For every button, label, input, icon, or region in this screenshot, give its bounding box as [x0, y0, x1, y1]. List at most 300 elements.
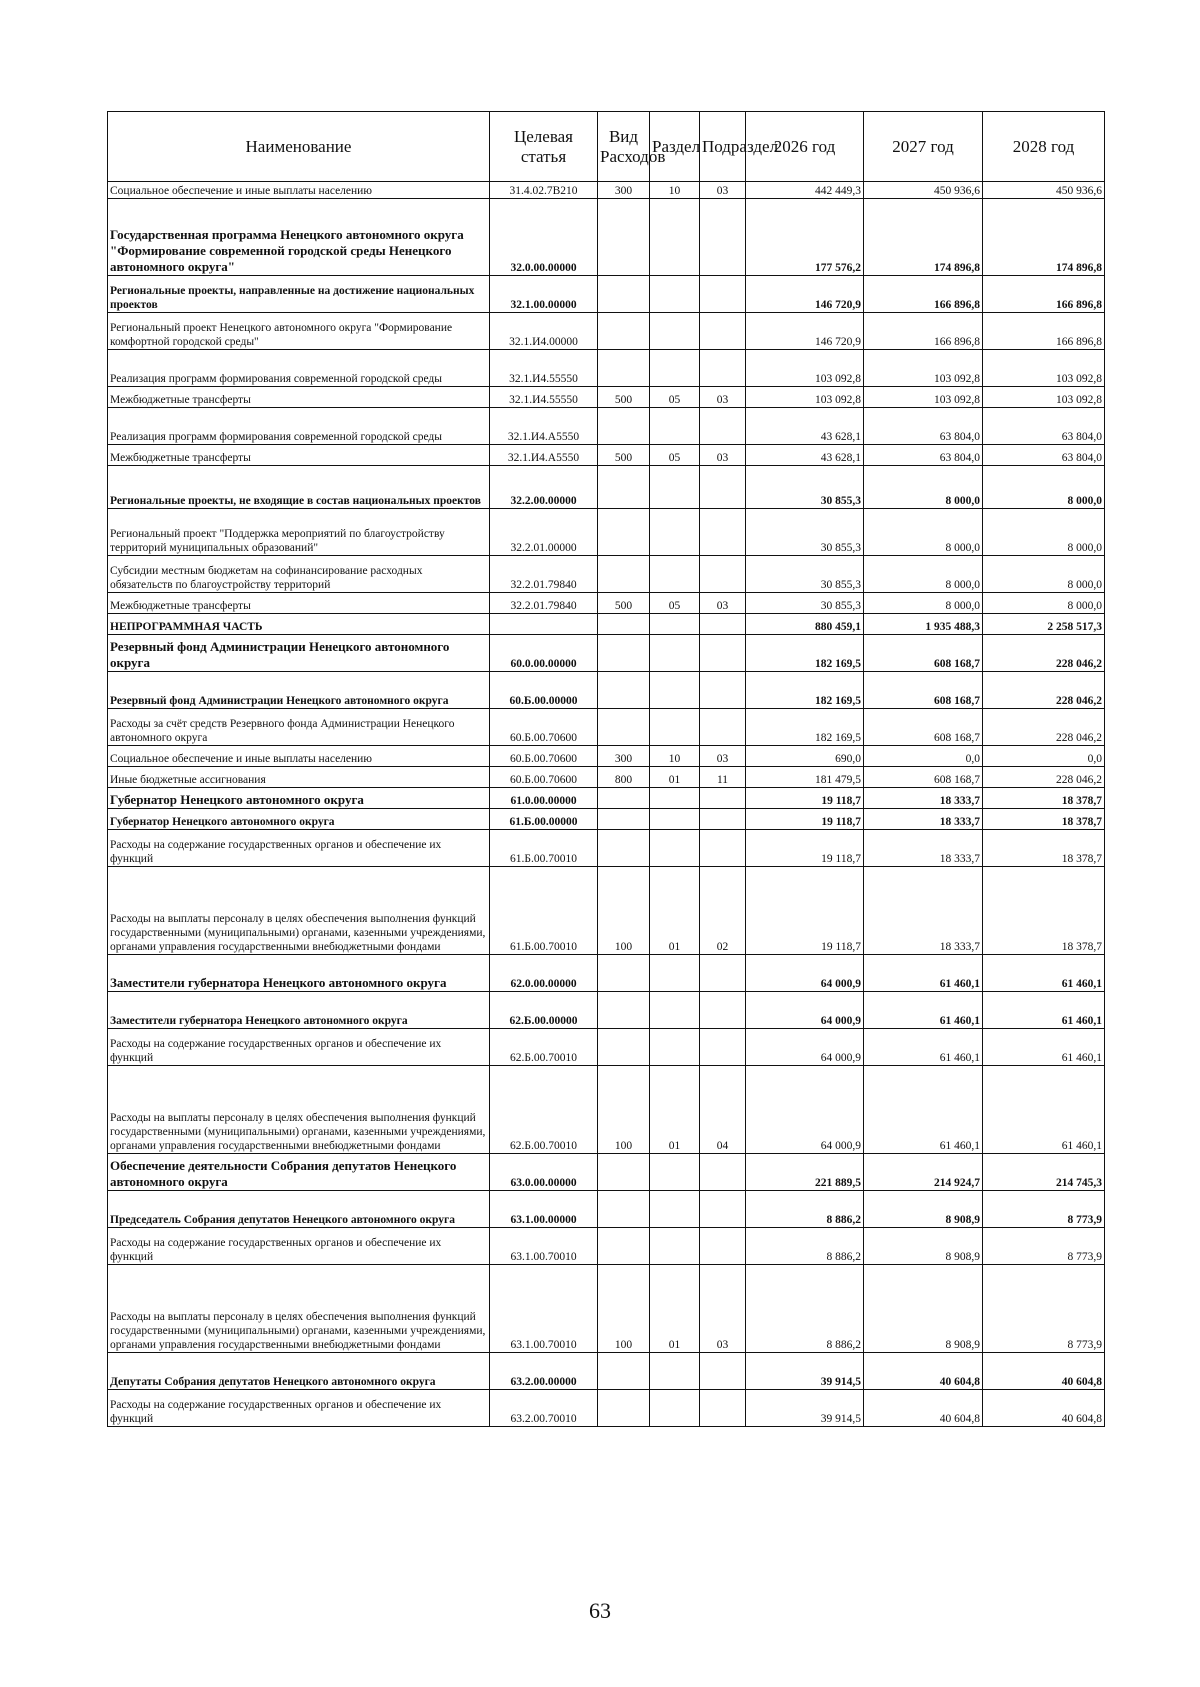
table-row: [108, 830, 1105, 867]
expense-type: [598, 313, 650, 350]
value-2027: 1 935 488,3: [864, 614, 983, 635]
value-2028: 18 378,7: [983, 867, 1105, 955]
subsection: [700, 1390, 746, 1427]
value-2027: 61 460,1: [864, 992, 983, 1029]
target-article: 63.2.00.70010: [490, 1390, 598, 1427]
row-name: Расходы на содержание государственных органов и обеспечение их функций: [108, 1029, 490, 1066]
row-name: Реализация программ формирования современной городской среды: [108, 408, 490, 445]
subsection: [700, 672, 746, 709]
value-2027: 63 804,0: [864, 445, 983, 466]
value-2028: 8 000,0: [983, 466, 1105, 509]
section: 05: [650, 445, 700, 466]
table-row: [108, 1228, 1105, 1265]
value-2028: 450 936,6: [983, 182, 1105, 199]
target-article: 32.1.00.00000: [490, 276, 598, 313]
value-2027: 608 168,7: [864, 767, 983, 788]
target-article: 61.0.00.00000: [490, 788, 598, 809]
target-article: 63.1.00.00000: [490, 1191, 598, 1228]
section: [650, 1390, 700, 1427]
header-subsection: Подраздел: [700, 112, 746, 182]
value-2026: 8 886,2: [746, 1228, 864, 1265]
row-name: Расходы за счёт средств Резервного фонда Администрации Ненецкого автономного округа: [108, 709, 490, 746]
value-2028: 40 604,8: [983, 1390, 1105, 1427]
target-article: 63.1.00.70010: [490, 1228, 598, 1265]
value-2027: 608 168,7: [864, 709, 983, 746]
section: [650, 788, 700, 809]
page-number: 63: [589, 1598, 611, 1623]
value-2027: 8 000,0: [864, 509, 983, 556]
target-article: 60.0.00.00000: [490, 635, 598, 672]
value-2026: 19 118,7: [746, 809, 864, 830]
value-2027: 18 333,7: [864, 788, 983, 809]
value-2026: 146 720,9: [746, 313, 864, 350]
value-2028: 2 258 517,3: [983, 614, 1105, 635]
expense-type: 500: [598, 445, 650, 466]
header-name: Наименование: [108, 112, 490, 182]
value-2028: 103 092,8: [983, 387, 1105, 408]
subsection: [700, 830, 746, 867]
expense-type: 500: [598, 387, 650, 408]
expense-type: [598, 276, 650, 313]
table-row: [108, 509, 1105, 556]
expense-type: [598, 635, 650, 672]
table-row: [108, 709, 1105, 746]
value-2027: 18 333,7: [864, 867, 983, 955]
value-2027: 61 460,1: [864, 955, 983, 992]
target-article: 62.Б.00.00000: [490, 992, 598, 1029]
table-row: [108, 182, 1105, 199]
table-row: [108, 955, 1105, 992]
expense-type: 300: [598, 182, 650, 199]
target-article: 63.0.00.00000: [490, 1154, 598, 1191]
value-2028: 228 046,2: [983, 672, 1105, 709]
value-2027: 61 460,1: [864, 1066, 983, 1154]
section: 10: [650, 182, 700, 199]
value-2026: 64 000,9: [746, 955, 864, 992]
section: [650, 313, 700, 350]
expense-type: [598, 466, 650, 509]
value-2026: 442 449,3: [746, 182, 864, 199]
subsection: [700, 709, 746, 746]
section: 01: [650, 767, 700, 788]
subsection: [700, 466, 746, 509]
value-2028: 63 804,0: [983, 408, 1105, 445]
value-2028: 8 773,9: [983, 1265, 1105, 1353]
subsection: [700, 313, 746, 350]
table-row: [108, 276, 1105, 313]
header-year-2028: 2028 год: [983, 112, 1105, 182]
value-2026: 221 889,5: [746, 1154, 864, 1191]
value-2027: 8 000,0: [864, 593, 983, 614]
section: [650, 992, 700, 1029]
table-row: [108, 788, 1105, 809]
expense-type: [598, 408, 650, 445]
row-name: Региональные проекты, не входящие в состав национальных проектов: [108, 466, 490, 509]
row-name: НЕПРОГРАММНАЯ ЧАСТЬ: [108, 614, 490, 635]
value-2028: 61 460,1: [983, 1066, 1105, 1154]
row-name: Председатель Собрания депутатов Ненецкого автономного округа: [108, 1191, 490, 1228]
table-row: [108, 672, 1105, 709]
row-name: Региональные проекты, направленные на достижение национальных проектов: [108, 276, 490, 313]
value-2028: 61 460,1: [983, 1029, 1105, 1066]
subsection: 04: [700, 1066, 746, 1154]
row-name: Губернатор Ненецкого автономного округа: [108, 809, 490, 830]
value-2026: 30 855,3: [746, 509, 864, 556]
value-2026: 19 118,7: [746, 788, 864, 809]
table-row: [108, 1029, 1105, 1066]
section: [650, 408, 700, 445]
row-name: Расходы на выплаты персоналу в целях обеспечения выполнения функций государственными (муниципальными) органами, казенными учреждениями, органами управления государственными внебюджетными фондами: [108, 867, 490, 955]
target-article: 62.0.00.00000: [490, 955, 598, 992]
expense-type: [598, 1228, 650, 1265]
section: [650, 1228, 700, 1265]
subsection: 02: [700, 867, 746, 955]
value-2026: 30 855,3: [746, 556, 864, 593]
row-name: Субсидии местным бюджетам на софинансирование расходных обязательств по благоустройству территорий: [108, 556, 490, 593]
row-name: Государственная программа Ненецкого автономного округа "Формирование современной городской среды Ненецкого автономного округа": [108, 199, 490, 276]
value-2028: 61 460,1: [983, 992, 1105, 1029]
table-row: [108, 1191, 1105, 1228]
header-year-2027: 2027 год: [864, 112, 983, 182]
row-name: Губернатор Ненецкого автономного округа: [108, 788, 490, 809]
subsection: [700, 992, 746, 1029]
expense-type: [598, 1191, 650, 1228]
row-name: Расходы на выплаты персоналу в целях обеспечения выполнения функций государственными (муниципальными) органами, казенными учреждениями, органами управления государственными внебюджетными фондами: [108, 1265, 490, 1353]
target-article: 60.Б.00.70600: [490, 709, 598, 746]
section: 01: [650, 867, 700, 955]
row-name: Резервный фонд Администрации Ненецкого автономного округа: [108, 635, 490, 672]
table-row: [108, 199, 1105, 276]
subsection: [700, 614, 746, 635]
value-2027: 61 460,1: [864, 1029, 983, 1066]
value-2026: 64 000,9: [746, 1029, 864, 1066]
value-2026: 103 092,8: [746, 350, 864, 387]
table-row: [108, 350, 1105, 387]
expense-type: 100: [598, 1265, 650, 1353]
row-name: Иные бюджетные ассигнования: [108, 767, 490, 788]
value-2028: 166 896,8: [983, 276, 1105, 313]
table-row: [108, 445, 1105, 466]
target-article: 32.1.И4.А5550: [490, 408, 598, 445]
expense-type: 500: [598, 593, 650, 614]
target-article: 63.1.00.70010: [490, 1265, 598, 1353]
table-row: [108, 556, 1105, 593]
expense-type: [598, 955, 650, 992]
expense-type: [598, 1029, 650, 1066]
row-name: Заместители губернатора Ненецкого автономного округа: [108, 955, 490, 992]
section: 05: [650, 593, 700, 614]
row-name: Региональный проект "Поддержка мероприятий по благоустройству территорий муниципальных образований": [108, 509, 490, 556]
table-row: [108, 466, 1105, 509]
section: [650, 955, 700, 992]
target-article: 32.2.01.79840: [490, 593, 598, 614]
row-name: Региональный проект Ненецкого автономного округа "Формирование комфортной городской среды": [108, 313, 490, 350]
section: 01: [650, 1066, 700, 1154]
value-2026: 690,0: [746, 746, 864, 767]
value-2028: 8 000,0: [983, 593, 1105, 614]
expense-type: 300: [598, 746, 650, 767]
subsection: [700, 1353, 746, 1390]
section: [650, 614, 700, 635]
value-2028: 8 773,9: [983, 1191, 1105, 1228]
value-2028: 214 745,3: [983, 1154, 1105, 1191]
table-row: [108, 593, 1105, 614]
subsection: 03: [700, 1265, 746, 1353]
section: [650, 672, 700, 709]
value-2027: 40 604,8: [864, 1353, 983, 1390]
target-article: 31.4.02.7В210: [490, 182, 598, 199]
value-2026: 43 628,1: [746, 445, 864, 466]
subsection: [700, 1029, 746, 1066]
table-row: [108, 1353, 1105, 1390]
table-row: [108, 408, 1105, 445]
subsection: [700, 509, 746, 556]
header-year-2026: 2026 год: [746, 112, 864, 182]
section: 05: [650, 387, 700, 408]
value-2028: 61 460,1: [983, 955, 1105, 992]
value-2028: 63 804,0: [983, 445, 1105, 466]
value-2026: 182 169,5: [746, 635, 864, 672]
subsection: [700, 955, 746, 992]
expense-type: [598, 1390, 650, 1427]
header-section: Раздел: [650, 112, 700, 182]
value-2027: 608 168,7: [864, 635, 983, 672]
header-expense-type: Вид Расходов: [598, 112, 650, 182]
subsection: [700, 556, 746, 593]
expense-type: [598, 992, 650, 1029]
subsection: 03: [700, 445, 746, 466]
value-2028: 18 378,7: [983, 788, 1105, 809]
row-name: Расходы на выплаты персоналу в целях обеспечения выполнения функций государственными (муниципальными) органами, казенными учреждениями, органами управления государственными внебюджетными фондами: [108, 1066, 490, 1154]
expense-type: [598, 809, 650, 830]
value-2026: 182 169,5: [746, 709, 864, 746]
expense-type: [598, 788, 650, 809]
value-2028: 8 000,0: [983, 509, 1105, 556]
table-row: [108, 1265, 1105, 1353]
subsection: 11: [700, 767, 746, 788]
value-2028: 18 378,7: [983, 830, 1105, 867]
value-2026: 39 914,5: [746, 1353, 864, 1390]
value-2027: 103 092,8: [864, 350, 983, 387]
value-2027: 166 896,8: [864, 276, 983, 313]
header-target-article: Целевая статья: [490, 112, 598, 182]
subsection: [700, 1154, 746, 1191]
subsection: 03: [700, 593, 746, 614]
table-row: [108, 1154, 1105, 1191]
target-article: 60.Б.00.70600: [490, 767, 598, 788]
budget-table-sheet: [107, 111, 1104, 1427]
row-name: Депутаты Собрания депутатов Ненецкого автономного округа: [108, 1353, 490, 1390]
expense-type: [598, 1154, 650, 1191]
expense-type: [598, 672, 650, 709]
section: 01: [650, 1265, 700, 1353]
section: [650, 1029, 700, 1066]
target-article: 61.Б.00.70010: [490, 867, 598, 955]
table-body: [108, 182, 1105, 1427]
value-2026: 146 720,9: [746, 276, 864, 313]
row-name: Реализация программ формирования современной городской среды: [108, 350, 490, 387]
table-row: [108, 1066, 1105, 1154]
value-2026: 182 169,5: [746, 672, 864, 709]
value-2028: 8 773,9: [983, 1228, 1105, 1265]
expense-type: [598, 556, 650, 593]
expense-type: [598, 199, 650, 276]
value-2027: 8 000,0: [864, 466, 983, 509]
row-name: Заместители губернатора Ненецкого автономного округа: [108, 992, 490, 1029]
target-article: 63.2.00.00000: [490, 1353, 598, 1390]
section: [650, 1191, 700, 1228]
section: [650, 809, 700, 830]
value-2028: 8 000,0: [983, 556, 1105, 593]
target-article: 60.Б.00.70600: [490, 746, 598, 767]
expense-type: 800: [598, 767, 650, 788]
value-2028: 18 378,7: [983, 809, 1105, 830]
target-article: 32.1.И4.55550: [490, 387, 598, 408]
row-name: Расходы на содержание государственных органов и обеспечение их функций: [108, 830, 490, 867]
section: [650, 466, 700, 509]
value-2026: 64 000,9: [746, 1066, 864, 1154]
value-2028: 40 604,8: [983, 1353, 1105, 1390]
expense-type: [598, 830, 650, 867]
table-row: [108, 635, 1105, 672]
value-2028: 103 092,8: [983, 350, 1105, 387]
value-2027: 8 908,9: [864, 1228, 983, 1265]
expense-type: [598, 709, 650, 746]
value-2026: 39 914,5: [746, 1390, 864, 1427]
table-row: [108, 1390, 1105, 1427]
target-article: 60.Б.00.00000: [490, 672, 598, 709]
expense-type: [598, 350, 650, 387]
value-2026: 64 000,9: [746, 992, 864, 1029]
table-row: [108, 614, 1105, 635]
subsection: [700, 635, 746, 672]
value-2027: 63 804,0: [864, 408, 983, 445]
subsection: 03: [700, 182, 746, 199]
target-article: 32.2.01.79840: [490, 556, 598, 593]
value-2027: 8 908,9: [864, 1191, 983, 1228]
value-2026: 30 855,3: [746, 593, 864, 614]
subsection: [700, 276, 746, 313]
value-2026: 19 118,7: [746, 867, 864, 955]
table-header-row: [108, 112, 1105, 182]
value-2027: 608 168,7: [864, 672, 983, 709]
target-article: 62.Б.00.70010: [490, 1066, 598, 1154]
section: [650, 556, 700, 593]
section: [650, 276, 700, 313]
subsection: [700, 788, 746, 809]
table-row: [108, 746, 1105, 767]
target-article: [490, 614, 598, 635]
value-2027: 40 604,8: [864, 1390, 983, 1427]
subsection: [700, 1228, 746, 1265]
section: [650, 635, 700, 672]
value-2026: 181 479,5: [746, 767, 864, 788]
value-2028: 228 046,2: [983, 709, 1105, 746]
subsection: [700, 1191, 746, 1228]
row-name: Межбюджетные трансферты: [108, 593, 490, 614]
value-2027: 166 896,8: [864, 313, 983, 350]
row-name: Межбюджетные трансферты: [108, 387, 490, 408]
target-article: 32.0.00.00000: [490, 199, 598, 276]
row-name: Социальное обеспечение и иные выплаты населению: [108, 182, 490, 199]
row-name: Резервный фонд Администрации Ненецкого автономного округа: [108, 672, 490, 709]
subsection: [700, 809, 746, 830]
subsection: [700, 350, 746, 387]
budget-table: [107, 111, 1105, 1427]
table-row: [108, 767, 1105, 788]
target-article: 62.Б.00.70010: [490, 1029, 598, 1066]
target-article: 32.2.00.00000: [490, 466, 598, 509]
target-article: 32.2.01.00000: [490, 509, 598, 556]
value-2027: 18 333,7: [864, 809, 983, 830]
section: [650, 830, 700, 867]
section: [650, 509, 700, 556]
expense-type: [598, 1353, 650, 1390]
value-2027: 8 000,0: [864, 556, 983, 593]
table-row: [108, 313, 1105, 350]
value-2026: 177 576,2: [746, 199, 864, 276]
value-2026: 43 628,1: [746, 408, 864, 445]
row-name: Расходы на содержание государственных органов и обеспечение их функций: [108, 1228, 490, 1265]
expense-type: 100: [598, 867, 650, 955]
expense-type: [598, 509, 650, 556]
table-row: [108, 992, 1105, 1029]
value-2026: 8 886,2: [746, 1265, 864, 1353]
section: [650, 199, 700, 276]
target-article: 61.Б.00.70010: [490, 830, 598, 867]
target-article: 32.1.И4.55550: [490, 350, 598, 387]
value-2028: 166 896,8: [983, 313, 1105, 350]
value-2026: 8 886,2: [746, 1191, 864, 1228]
value-2026: 19 118,7: [746, 830, 864, 867]
section: 10: [650, 746, 700, 767]
value-2027: 214 924,7: [864, 1154, 983, 1191]
row-name: Социальное обеспечение и иные выплаты населению: [108, 746, 490, 767]
target-article: 32.1.И4.А5550: [490, 445, 598, 466]
row-name: Обеспечение деятельности Собрания депутатов Ненецкого автономного округа: [108, 1154, 490, 1191]
row-name: Межбюджетные трансферты: [108, 445, 490, 466]
table-row: [108, 867, 1105, 955]
subsection: 03: [700, 387, 746, 408]
table-row: [108, 387, 1105, 408]
expense-type: [598, 614, 650, 635]
target-article: 32.1.И4.00000: [490, 313, 598, 350]
expense-type: 100: [598, 1066, 650, 1154]
value-2027: 18 333,7: [864, 830, 983, 867]
value-2028: 174 896,8: [983, 199, 1105, 276]
section: [650, 350, 700, 387]
section: [650, 1154, 700, 1191]
value-2026: 30 855,3: [746, 466, 864, 509]
section: [650, 1353, 700, 1390]
value-2027: 103 092,8: [864, 387, 983, 408]
value-2028: 0,0: [983, 746, 1105, 767]
target-article: 61.Б.00.00000: [490, 809, 598, 830]
subsection: [700, 199, 746, 276]
value-2026: 103 092,8: [746, 387, 864, 408]
value-2028: 228 046,2: [983, 767, 1105, 788]
section: [650, 709, 700, 746]
value-2027: 174 896,8: [864, 199, 983, 276]
value-2027: 450 936,6: [864, 182, 983, 199]
value-2027: 8 908,9: [864, 1265, 983, 1353]
table-row: [108, 809, 1105, 830]
value-2026: 880 459,1: [746, 614, 864, 635]
value-2028: 228 046,2: [983, 635, 1105, 672]
value-2027: 0,0: [864, 746, 983, 767]
subsection: 03: [700, 746, 746, 767]
row-name: Расходы на содержание государственных органов и обеспечение их функций: [108, 1390, 490, 1427]
